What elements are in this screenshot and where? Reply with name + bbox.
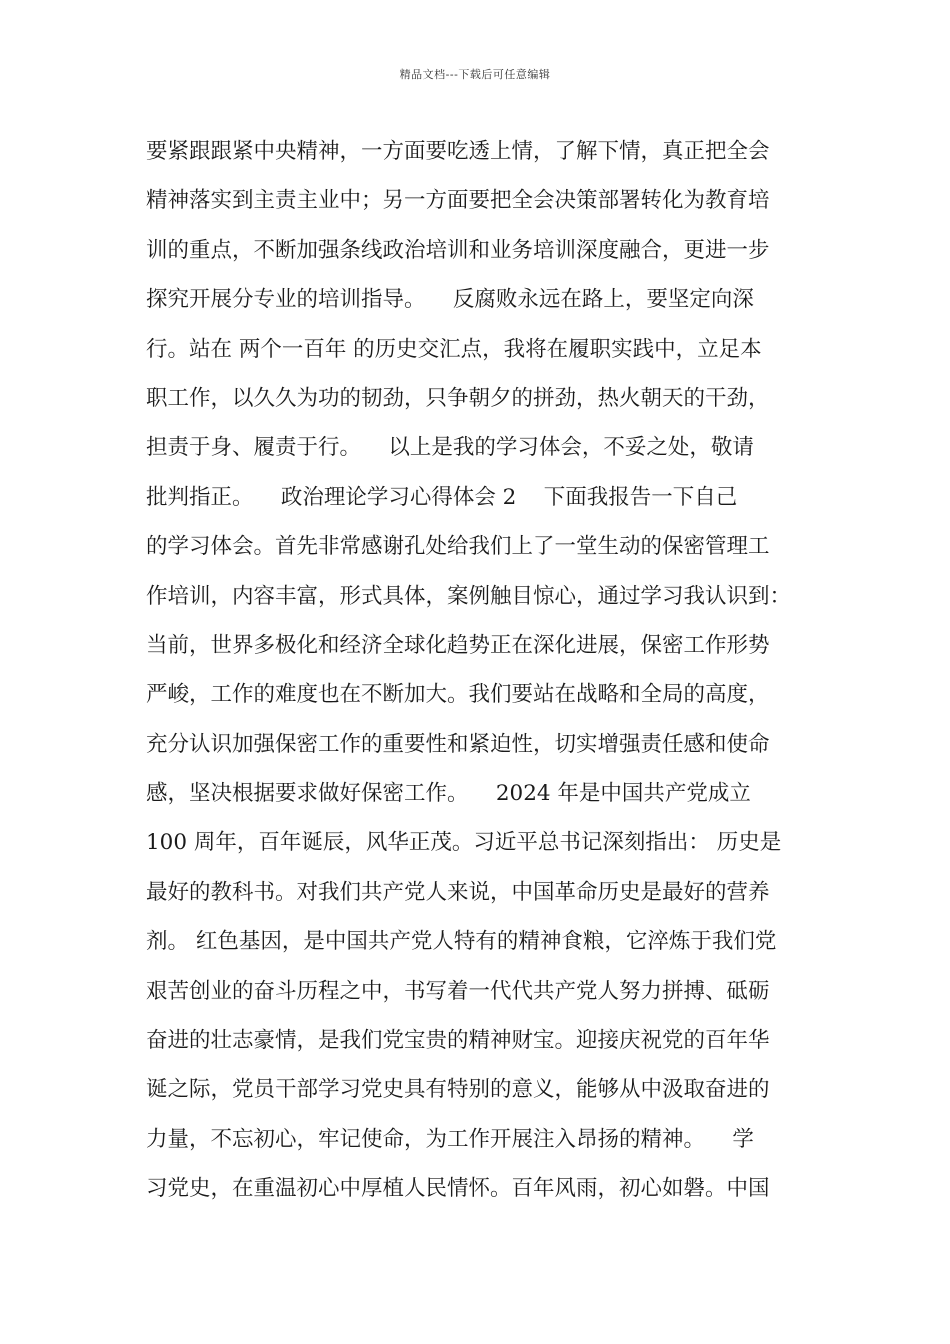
text-line: 担责于身、履责于行。 以上是我的学习体会，不妥之处，敬请 [146, 435, 754, 461]
text-line: 行。站在 两个一百年 的历史交汇点，我将在履职实践中，立足本 [146, 336, 762, 362]
text-line: 艰苦创业的奋斗历程之中，书写着一代代共产党人努力拼搏、砥砺 [146, 978, 770, 1004]
text-line: 充分认识加强保密工作的重要性和紧迫性，切实增强责任感和使命 [146, 731, 770, 757]
text-line: 训的重点，不断加强条线政治培训和业务培训深度融合，更进一步 [146, 237, 770, 263]
text-line: 职工作，以久久为功的韧劲，只争朝夕的拼劲，热火朝天的干劲， [146, 385, 770, 411]
text-line: 作培训，内容丰富，形式具体，案例触目惊心，通过学习我认识到： [146, 583, 792, 609]
text-line: 习党史，在重温初心中厚植人民情怀。百年风雨，初心如磐。中国 [146, 1176, 770, 1202]
page-header: 精品文档---下载后可任意编辑 [399, 68, 551, 81]
text-line: 探究开展分专业的培训指导。 反腐败永远在路上，要坚定向深 [146, 287, 754, 313]
text-line: 当前，世界多极化和经济全球化趋势正在深化进展，保密工作形势 [146, 632, 770, 658]
text-line: 批判指正。 政治理论学习心得体会 2 下面我报告一下自己 [146, 484, 738, 510]
text-line: 的学习体会。首先非常感谢孔处给我们上了一堂生动的保密管理工 [146, 534, 770, 560]
text-line: 诞之际，党员干部学习党史具有特别的意义，能够从中汲取奋进的 [146, 1077, 770, 1103]
text-line: 力量，不忘初心，牢记使命，为工作开展注入昂扬的精神。 学 [146, 1126, 754, 1152]
text-line: 剂。 红色基因，是中国共产党人特有的精神食粮，它淬炼于我们党 [146, 929, 777, 955]
text-line: 100 周年，百年诞辰，风华正茂。习近平总书记深刻指出： 历史是 [146, 830, 782, 856]
text-line: 要紧跟跟紧中央精神，一方面要吃透上情，了解下情，真正把全会 [146, 139, 770, 164]
text-line: 感，坚决根据要求做好保密工作。 2024 年是中国共产党成立 [146, 781, 751, 807]
text-line: 最好的教科书。对我们共产党人来说，中国革命历史是最好的营养 [146, 879, 770, 905]
document-body [146, 132, 818, 1219]
text-line: 奋进的壮志豪情，是我们党宝贵的精神财宝。迎接庆祝党的百年华 [146, 1028, 770, 1054]
text-line: 精神落实到主责主业中；另一方面要把全会决策部署转化为教育培 [146, 188, 770, 214]
text-line: 严峻，工作的难度也在不断加大。我们要站在战略和全局的高度， [146, 682, 770, 708]
